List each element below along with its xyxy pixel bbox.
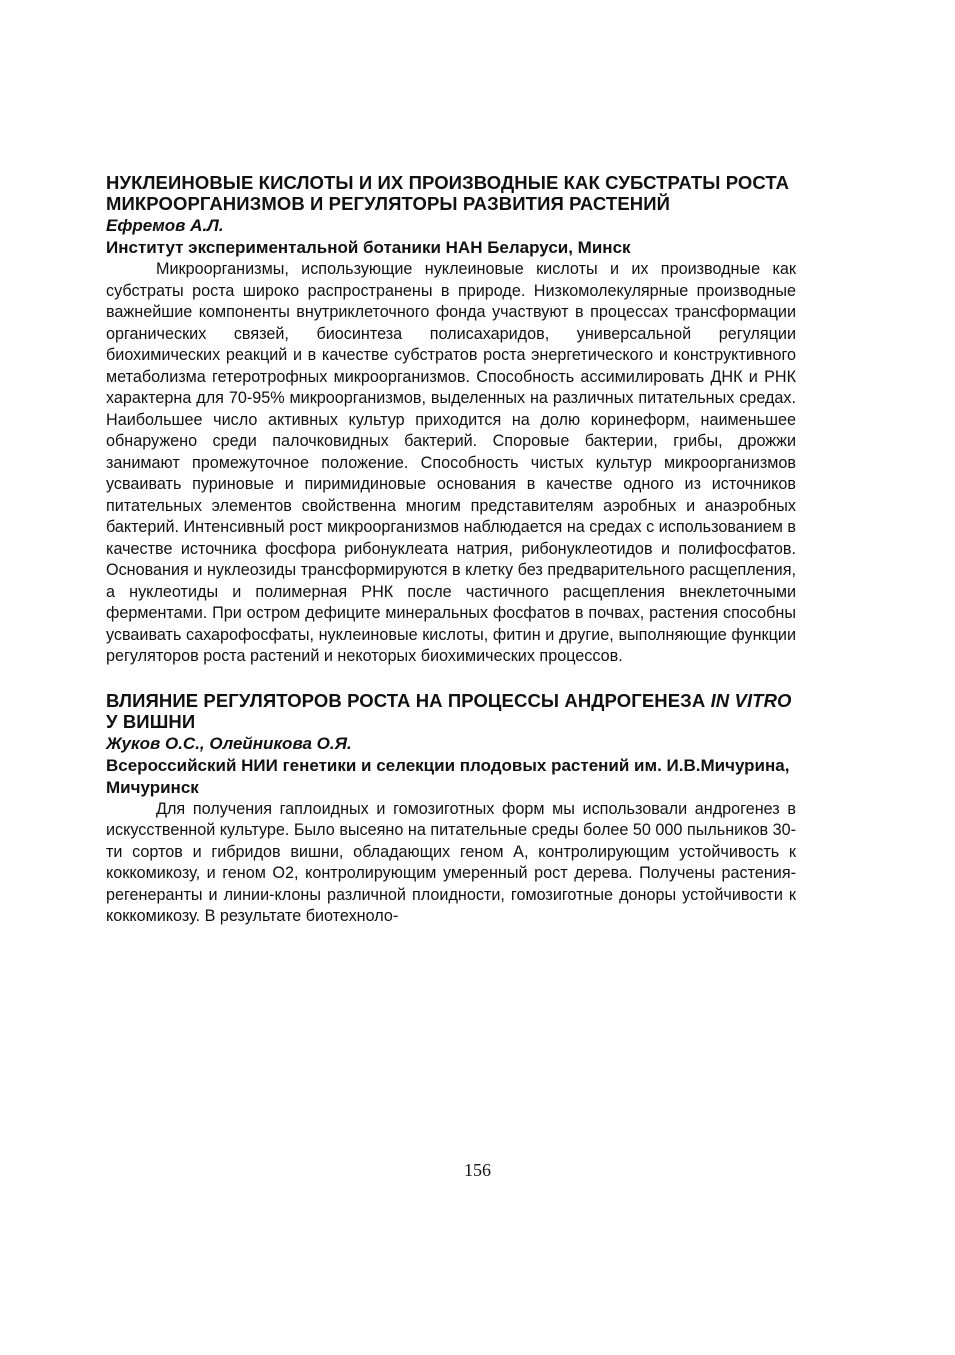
title-part: У ВИШНИ bbox=[106, 710, 196, 732]
article-title bbox=[106, 690, 796, 732]
article-affiliation: Институт экспериментальной ботаники НАН Беларуси, Минск bbox=[106, 238, 631, 257]
article-authors: Жуков О.С., Олейникова О.Я. bbox=[106, 733, 352, 753]
article-title: НУКЛЕИНОВЫЕ КИСЛОТЫ И ИХ ПРОИЗВОДНЫЕ КАК СУБСТРАТЫ РОСТА МИКРООРГАНИЗМОВ И РЕГУЛЯТОРЫ РАЗВИТИЯ РАСТЕНИЙ bbox=[106, 172, 790, 214]
text-column bbox=[106, 172, 796, 928]
page-number: 156 bbox=[464, 1160, 491, 1180]
article-body: Для получения гаплоидных и гомозиготных форм мы использовали андрогенез в искусственной культуре. Было высеяно на питательные среды более 50 000 пыльников 30-ти сортов и гибридов вишни, обладающих геном А, контролирующим устойчивость к коккомикозу, и геном О2, контролирующим умеренный рост дерева. Получены растения-регенеранты и линии-клоны различной плоидности, гомозиготные доноры устойчивости к коккомикозу. В результате биотехноло- bbox=[106, 799, 796, 925]
article-nucleic-acids bbox=[106, 172, 796, 668]
article-authors: Ефремов А.Л. bbox=[106, 216, 224, 235]
article-androgenesis bbox=[106, 690, 796, 928]
article-affiliation: Всероссийский НИИ генетики и селекции плодовых растений им. И.В.Мичурина, Мичуринск bbox=[106, 755, 790, 797]
article-body: Микроорганизмы, использующие нуклеиновые кислоты и их производные как субстраты роста широко распространены в природе. Низкомолекулярные производные важнейшие компоненты внутриклеточного фонда участвуют в процессах трансформации органических связей, биосинтеза полисахаридов, универсальной регуляции биохимических реакций и в качестве субстратов роста энергетического и конструктивного метаболизма гетеротрофных микроорганизмов. Способность ассимилировать ДНК и РНК характерна для 70-95% микроорганизмов, выделенных на различных питательных средах. Наибольшее число активных культур приходится на долю коринеформ, наименьшее обнаружено среди палочковидных бактерий. Споровые бактерии, грибы, дрожжи занимают промежуточное положение. Способность чистых культур микроорганизмов усваивать пуриновые и пиримидиновые основания в качестве одного из источников питательных элементов свойственна многим представителям аэробных и анаэробных бактерий. Интенсивный рост микроорганизмов наблюдается на средах с использованием в качестве источника фосфора рибонуклеата натрия, рибонуклеотидов и полифосфатов. Основания и нуклеозиды трансформируются в клетку без предварительного расщепления, а нуклеотиды и полимерная РНК после частичного расщепления внеклеточными ферментами. При остром дефиците минеральных фосфатов в почвах, растения способны усваивать сахарофосфаты, нуклеиновые кислоты, фитин и другие, выполняющие функции регуляторов роста растений и некоторых биохимических процессов. bbox=[106, 260, 796, 665]
title-italic-part: IN VITRO bbox=[710, 689, 792, 711]
title-part: ВЛИЯНИЕ РЕГУЛЯТОРОВ РОСТА НА ПРОЦЕССЫ АНДРОГЕНЕЗА bbox=[106, 689, 711, 711]
